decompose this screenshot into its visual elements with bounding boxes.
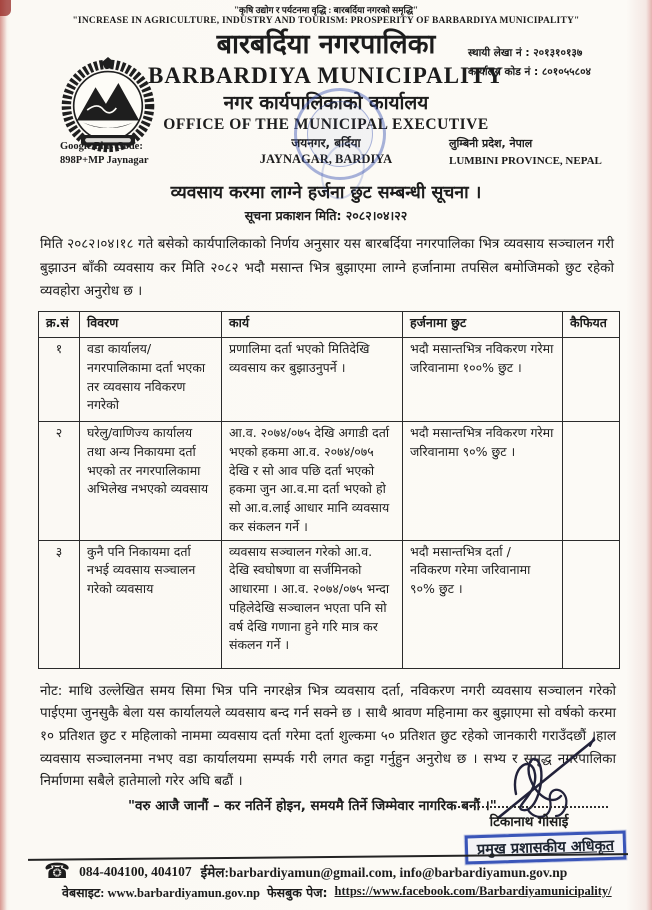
cell-detail: कुनै पनि निकायमा दर्ता नभई व्यवसाय सञ्चालन गरेको व्यवसाय [80,540,222,668]
signature-dotted-line [450,806,608,808]
scan-corner-mark [0,0,11,16]
phone-numbers: 084-404100, 404107 [79,863,192,879]
phone-icon: ☎ [44,859,71,883]
notice-published-date: सूचना प्रकाशन मिति: २०८२।०४।२२ [244,208,408,224]
column-header-remarks: कैफियत [563,312,620,338]
column-header-detail: विवरण [80,312,222,338]
cell-work: व्यवसाय सञ्चालन गरेको आ.व. देखि स्वघोषणा वा सर्जमिनको आधारमा । आ.व. २०७४/०७५ भन्दा पहिलेदेखि सञ्चालन भएता पनि सो वर्ष देखि गणाना हुने गरि मात्र कर संकलन गर्ने । [222,540,403,668]
province-english: LUMBINI PROVINCE, NEPAL [449,154,602,167]
website-address: वेबसाइट: www.barbardiyamun.gov.np [62,886,260,900]
designation-stamp: प्रमुख प्रशासकीय अधिकृत [465,830,627,864]
cell-sn: २ [39,422,80,541]
office-code-number: कार्यालय कोड नं : ८०१०५५८०४ [468,65,591,78]
facebook-page-link: https://www.facebook.com/Barbardiyamunicipality/ [334,884,612,898]
footer-contact-row [44,861,624,882]
google-plus-code [60,140,180,168]
cell-remarks [563,422,620,541]
cell-discount: भदौ मसान्तभित्र दर्ता / नविकरण गरेमा जरिवानामा ९०% छुट । [403,540,563,668]
municipality-name-nepali: बारबर्दिया नगरपालिका [216,29,436,61]
cell-sn: ३ [39,540,80,668]
cell-detail: वडा कार्यालय/नगरपालिकामा दर्ता भएका तर व्यवसाय नविकरण नगरेको [80,338,222,422]
facebook-label: फेसबुक पेज: [266,885,328,900]
office-name-nepali: नगर कार्यपालिकाको कार्यालय [223,91,429,114]
google-plus-code-value: 898P+MP Jaynagar [60,155,149,167]
cell-work: प्रणालिमा दर्ता भएको मितिदेखि व्यवसाय कर बुझाउनुपर्ने । [222,338,403,422]
scan-edge-artifact-left [0,0,7,910]
province-block [449,136,624,169]
cell-work: आ.व. २०७४/०७५ देखि अगाडी दर्ता भएको हकमा आ.व. २०७४/०७५ देखि र सो आव पछि दर्ता भएको हकमा जुन आ.व.मा दर्ता भएको हो सो आ.व.लाई आधार मानि व्यवसाय कर संकलन गर्ने । [222,422,403,541]
cell-sn: १ [39,338,80,422]
motto-nepali: "कृषि उद्योग र पर्यटनमा वृद्धि : बारबर्दिया नगरको समृद्धि" [233,5,419,15]
email-addresses: ईमेल:barbardiyamun@gmail.com, info@barbardiyamun.gov.np [200,864,568,880]
column-header-discount: हर्जनामा छुट [403,312,563,338]
table-row [39,422,620,541]
cell-remarks [563,338,620,422]
footer-web-row [62,884,632,901]
place-english: JAYNAGAR, BARDIYA [259,152,393,167]
table-row [39,338,620,422]
notice-title: व्यवसाय करमा लाग्ने हर्जना छुट सम्बन्धी सूचना । [170,183,482,204]
google-plus-code-label: Google Plus Code: [60,141,143,152]
column-header-work: कार्य [222,312,403,338]
account-office-codes [468,44,626,82]
cell-detail: घरेलु/वाणिज्य कार्यालय तथा अन्य निकायमा दर्ता भएको तर नगरपालिकामा अभिलेख नभएको व्यवसाय [80,422,222,541]
header-motto [0,0,652,28]
motto-english: "INCREASE IN AGRICULTURE, INDUSTRY AND TOURISM: PROSPERITY OF BARBARDIYA MUNICIPALITY" [72,16,580,27]
office-name-english: OFFICE OF THE MUNICIPAL EXECUTIVE [163,116,489,134]
notice-body-paragraph: मिति २०८२।०४।१८ गते बसेको कार्यपालिकाको निर्णय अनुसार यस बारबर्दिया नगरपालिका भित्र व्यवसाय सञ्चालन गरी बुझाउन बाँकी व्यवसाय कर मिति २०८२ भदौ मसान्त भित्र बुझाएमा लाग्ने हर्जानामा तपसिल बमोजिमको छुट रहेको व्यवहोरा अनुरोध छ । [40,236,614,299]
table-row [39,540,620,668]
scan-edge-artifact-right [646,0,652,910]
signature-scribble-icon [478,736,618,822]
cell-discount: भदौ मसान्तभित्र नविकरण गरेमा जरिवानामा १००% छुट । [403,338,563,422]
permanent-account-number: स्थायी लेखा नं : २०१३१०१३७ [468,47,583,59]
province-nepali: लुम्बिनी प्रदेश, नेपाल [449,137,533,150]
column-header-sn: क्र.सं [39,312,80,338]
municipality-name-english: BARBARDIYA MUNICIPALITY [148,63,504,89]
slogan-line: "वरु आजै जानौं – कर नतिर्ने होइन, समयमै तिर्ने जिम्मेवार नागरिक बनौं ।" [128,797,497,814]
table-header-row [39,312,620,338]
cell-discount: भदौ मसान्तभित्र नविकरण गरेमा जरिवानामा ९०% छुट । [403,422,563,541]
discount-table [38,311,620,669]
signatory-name: टिकानाथ गोसाई [489,814,569,830]
note-paragraph: नोट: माथि उल्लेखित समय सिमा भित्र पनि नगरक्षेत्र भित्र व्यवसाय दर्ता, नविकरण नगरी व्यवसाय सञ्चालन गरेको पाईएमा जुनसुकै बेला यस कार्यालयले व्यवसाय बन्द गर्न सक्ने छ । साथै श्रावण महिनामा कर बुझाएमा सो वर्षको करमा १० प्रतिशत छुट र महिलाको नाममा व्यवसाय दर्ता गरेमा दर्ता शुल्कमा ५० प्रतिशत छुट रहेको जानकारी गराउँदछौं ।हाल व्यवसाय सञ्चालनमा नभए वडा कार्यालयमा सम्पर्क गरी लगत कट्टा गर्नुहुन अनुरोध छ । सभ्य र समृद्ध नगरपालिका निर्माणमा सबैले हातेमालो गरेर अघि बढौं । [40,682,616,790]
place-nepali: जयनगर, बर्दिया [291,136,361,151]
cell-remarks [563,540,620,668]
